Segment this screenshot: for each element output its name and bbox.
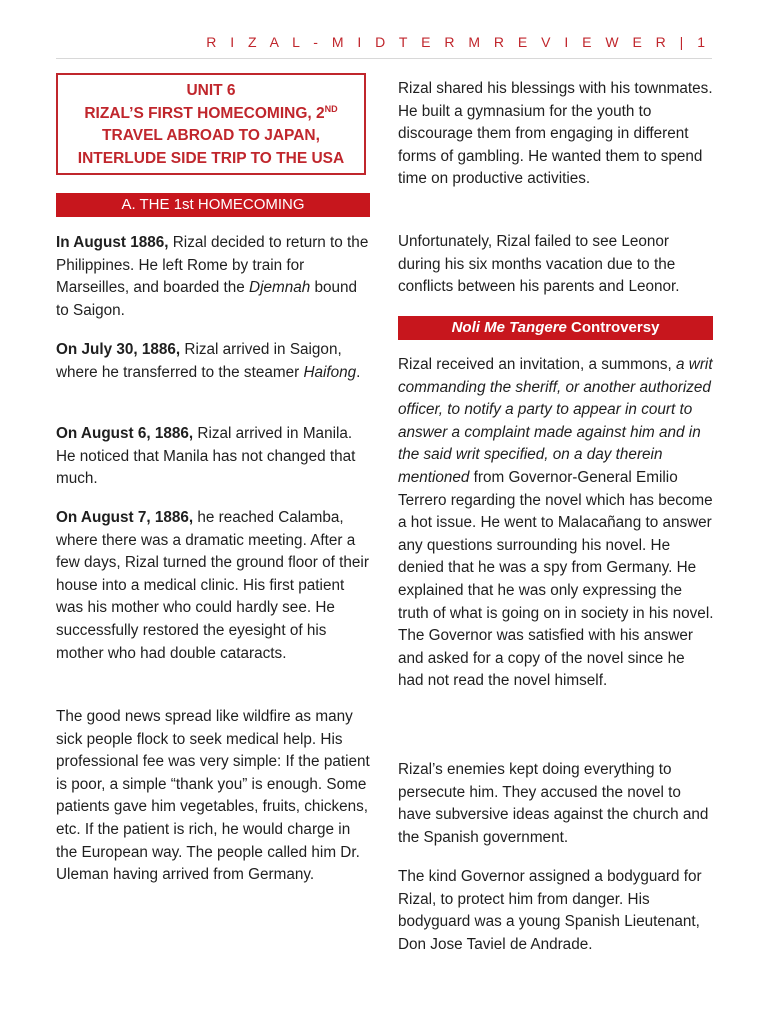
unit-title-line3: TRAVEL ABROAD TO JAPAN, (102, 127, 320, 144)
paragraph-august-7: On August 7, 1886, he reached Calamba, where there was a dramatic meeting. After a few days, Rizal turned the ground floor of their house into a medical clinic. His first patient was his mother who could hardly see. He successfully restored the eyesight of his mother who had double cataracts. (56, 509, 369, 662)
paragraph-august-1886: In August 1886, Rizal decided to return to the Philippines. He left Rome by train for Marseilles, and boarded the Djemnah bound to Saigon. (56, 234, 369, 319)
paragraph-august-6: On August 6, 1886, Rizal arrived in Manila. He noticed that Manila has not changed that much. (56, 425, 356, 488)
paragraph-summons: Rizal received an invitation, a summons, a writ commanding the sheriff, or another authorized officer, to notify a party to appear in court to answer a complaint made against him and in the said writ specified, on a day therein mentioned from Governor-General Emilio Terrero regarding the novel which has become a hot issue. He went to Malacañang to answer any questions surrounding his novel. He denied that he was a spy from Germany. He explained that he was only expressing the truth of what is going on in society in his novel. The Governor was satisfied with his answer and asked for a copy of the novel since he had not read the novel himself. (398, 356, 714, 690)
unit-title-line4: INTERLUDE SIDE TRIP TO THE USA (77, 149, 345, 167)
unit-title-box (56, 73, 366, 175)
running-header: R I Z A L - M I D T E R M R E V I E W E R | 1 (206, 34, 710, 50)
noli-controversy-heading: Noli Me Tangere Controversy (398, 316, 713, 340)
unit-title-line2: RIZAL’S FIRST HOMECOMING, 2ND (84, 103, 338, 122)
paragraph-july-30: On July 30, 1886, Rizal arrived in Saigon, where he transferred to the steamer Haifong. (56, 341, 361, 381)
unit-number: UNIT 6 (186, 82, 236, 99)
paragraph-leonor: Unfortunately, Rizal failed to see Leonor during his six months vacation due to the conflicts between his parents and Leonor. (398, 233, 680, 296)
paragraph-blessings: Rizal shared his blessings with his townmates. He built a gymnasium for the youth to discourage them from engaging in different forms of gambling. He wanted them to spend time on productive activities. (398, 80, 713, 188)
header-rule (56, 58, 712, 59)
section-a-heading: A. THE 1st HOMECOMING (56, 193, 370, 217)
paragraph-enemies: Rizal’s enemies kept doing everything to persecute him. They accused the novel to have subversive ideas against the church and the Spanish government. (398, 761, 709, 846)
paragraph-bodyguard: The kind Governor assigned a bodyguard for Rizal, to protect him from danger. His bodyguard was a young Spanish Lieutenant, Don Jose Taviel de Andrade. (398, 868, 702, 953)
paragraph-good-news: The good news spread like wildfire as many sick people flock to seek medical help. His professional fee was very simple: If the patient is poor, a simple “thank you” is enough. Some patients gave him vegetables, fruits, chickens, etc. If the patient is rich, he would charge in the European way. The people called him Dr. Uleman having arrived from Germany. (56, 708, 370, 884)
